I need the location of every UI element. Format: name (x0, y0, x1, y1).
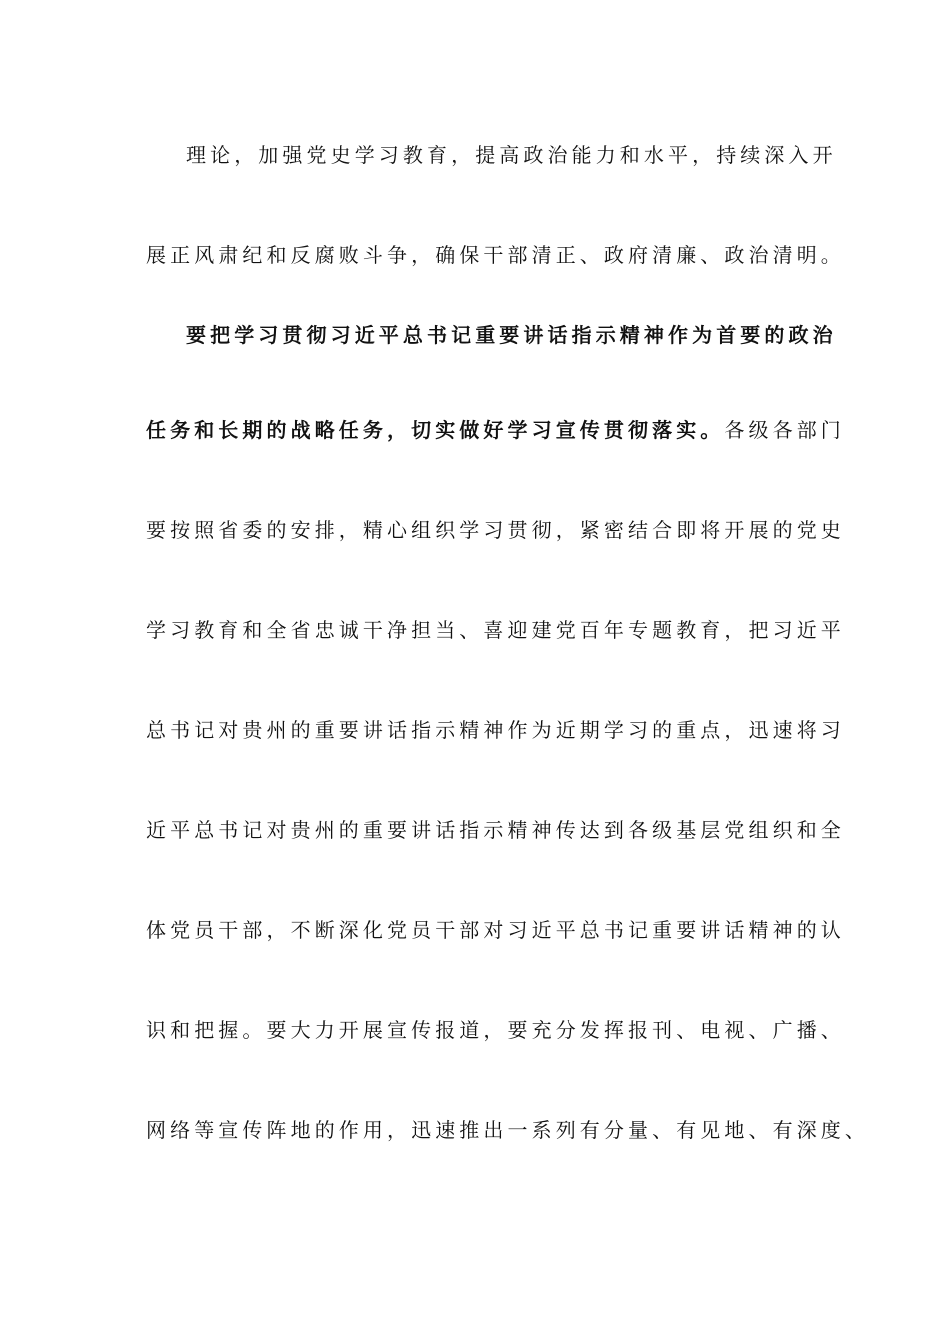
paragraph-line-2: 展正风肃纪和反腐败斗争，确保干部清正、政府清廉、政治清明。 (146, 243, 845, 267)
paragraph-line-9: 体党员干部，不断深化党员干部对习近平总书记重要讲话精神的认 (146, 918, 845, 942)
paragraph-line-6: 学习教育和全省忠诚干净担当、喜迎建党百年专题教育，把习近平 (146, 618, 845, 642)
paragraph-line-4-tail: 各级各部门 (724, 418, 845, 442)
paragraph-line-1: 理论，加强党史学习教育，提高政治能力和水平，持续深入开 (186, 143, 837, 167)
paragraph-line-4 (146, 415, 845, 445)
bold-heading-line-2: 任务和长期的战略任务，切实做好学习宣传贯彻落实。 (146, 418, 725, 442)
paragraph-line-5: 要按照省委的安排，精心组织学习贯彻，紧密结合即将开展的党史 (146, 518, 845, 542)
paragraph-line-10: 识和把握。要大力开展宣传报道，要充分发挥报刊、电视、广播、 (146, 1018, 845, 1042)
paragraph-line-7: 总书记对贵州的重要讲话指示精神作为近期学习的重点，迅速将习 (146, 718, 845, 742)
paragraph-line-8: 近平总书记对贵州的重要讲话指示精神传达到各级基层党组织和全 (146, 818, 845, 842)
paragraph-line-11: 网络等宣传阵地的作用，迅速推出一系列有分量、有见地、有深度、 (146, 1118, 869, 1142)
bold-heading-line-1: 要把学习贯彻习近平总书记重要讲话指示精神作为首要的政治 (186, 323, 837, 347)
